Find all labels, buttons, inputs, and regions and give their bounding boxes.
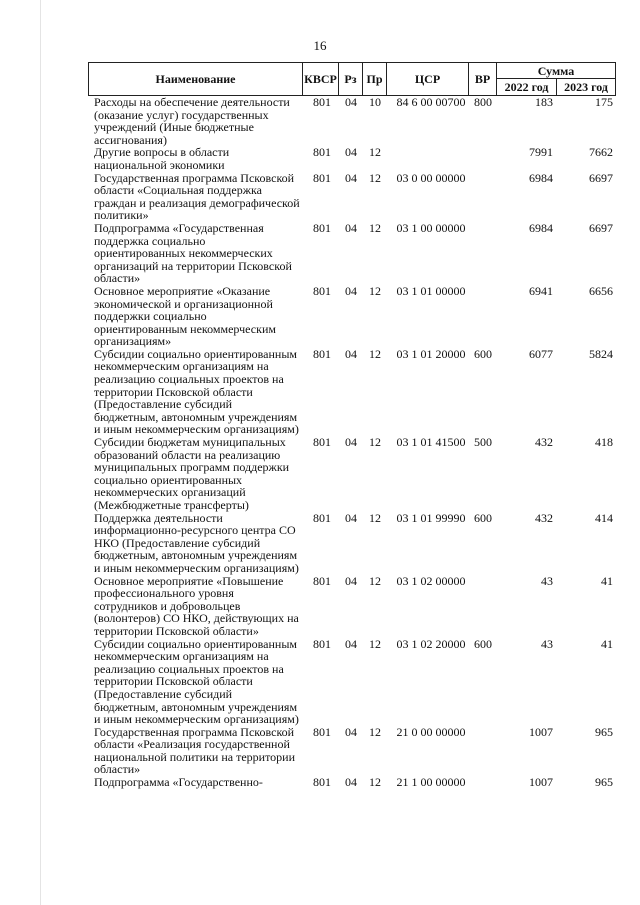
rz-cell: 04 bbox=[345, 145, 357, 160]
table-row bbox=[0, 222, 640, 285]
header-vr: ВР bbox=[469, 63, 497, 95]
table-row bbox=[0, 96, 640, 146]
csr-cell: 03 0 00 00000 bbox=[396, 170, 466, 185]
kvsr-cell: 801 bbox=[313, 724, 331, 739]
kvsr-cell: 801 bbox=[313, 636, 331, 651]
kvsr-cell: 801 bbox=[313, 145, 331, 160]
sum-2022-cell: 432 bbox=[535, 435, 553, 450]
kvsr-cell: 801 bbox=[313, 95, 331, 109]
csr-cell: 21 1 00 00000 bbox=[396, 775, 466, 790]
rz-cell: 04 bbox=[345, 724, 357, 739]
table-row bbox=[0, 776, 640, 789]
vr-cell: 600 bbox=[474, 636, 492, 651]
header-csr: ЦСР bbox=[387, 63, 469, 95]
table-row bbox=[0, 726, 640, 776]
sum-2022-cell: 6077 bbox=[529, 346, 553, 361]
sum-2023-cell: 6697 bbox=[589, 170, 613, 185]
sum-2023-cell: 414 bbox=[595, 510, 613, 525]
rz-cell: 04 bbox=[345, 170, 357, 185]
sum-2023-cell: 41 bbox=[601, 636, 613, 651]
row-name: Другие вопросы в области национальной экономики bbox=[94, 145, 230, 172]
row-name: Субсидии социально ориентированным некоммерческим организациям на реализацию социальных проектов на территории Псковской области (Предоставление субсидий бюджетным, автономным учреждениям и иным некоммерческим организациям) bbox=[94, 636, 299, 727]
kvsr-cell: 801 bbox=[313, 283, 331, 298]
csr-cell: 03 1 02 20000 bbox=[396, 636, 466, 651]
vr-cell: 800 bbox=[474, 95, 492, 109]
kvsr-cell: 801 bbox=[313, 170, 331, 185]
rz-cell: 04 bbox=[345, 283, 357, 298]
header-year-2022: 2022 год bbox=[497, 79, 557, 95]
rz-cell: 04 bbox=[345, 636, 357, 651]
row-name: Государственная программа Псковской области «Социальная поддержка граждан и реализация демографической политики» bbox=[94, 170, 300, 223]
row-name: Подпрограмма «Государственная поддержка социально ориентированных некоммерческих организаций на территории Псковской области» bbox=[94, 220, 292, 286]
row-name: Расходы на обеспечение деятельности (оказание услуг) государственных учреждений (Иные бюджетные ассигнования) bbox=[94, 95, 290, 147]
sum-2023-cell: 965 bbox=[595, 724, 613, 739]
csr-cell: 03 1 01 00000 bbox=[396, 283, 466, 298]
rz-cell: 04 bbox=[345, 95, 357, 109]
header-name: Наименование bbox=[89, 63, 303, 95]
row-name: Субсидии социально ориентированным некоммерческим организациям на реализацию социальных проектов на территории Псковской области (Предоставление субсидий бюджетным, автономным учреждениям и иным некоммерческим организациям) bbox=[94, 346, 299, 437]
sum-2023-cell: 6697 bbox=[589, 220, 613, 235]
sum-2023-cell: 965 bbox=[595, 775, 613, 790]
table-row bbox=[0, 146, 640, 171]
header-rz: Рз bbox=[339, 63, 363, 95]
sum-2022-cell: 6984 bbox=[529, 170, 553, 185]
kvsr-cell: 801 bbox=[313, 346, 331, 361]
pr-cell: 12 bbox=[369, 510, 381, 525]
row-name: Подпрограмма «Государственно- bbox=[94, 775, 263, 790]
csr-cell: 03 1 02 00000 bbox=[396, 573, 466, 588]
pr-cell: 12 bbox=[369, 283, 381, 298]
sum-2023-cell: 175 bbox=[595, 95, 613, 109]
rz-cell: 04 bbox=[345, 775, 357, 790]
kvsr-cell: 801 bbox=[313, 510, 331, 525]
sum-2022-cell: 6984 bbox=[529, 220, 553, 235]
csr-cell: 21 0 00 00000 bbox=[396, 724, 466, 739]
kvsr-cell: 801 bbox=[313, 435, 331, 450]
pr-cell: 12 bbox=[369, 346, 381, 361]
table-row bbox=[0, 285, 640, 348]
rz-cell: 04 bbox=[345, 346, 357, 361]
sum-2023-cell: 6656 bbox=[589, 283, 613, 298]
pr-cell: 12 bbox=[369, 775, 381, 790]
kvsr-cell: 801 bbox=[313, 573, 331, 588]
rz-cell: 04 bbox=[345, 220, 357, 235]
pr-cell: 12 bbox=[369, 170, 381, 185]
csr-cell: 03 1 01 41500 bbox=[396, 435, 466, 450]
rz-cell: 04 bbox=[345, 435, 357, 450]
rz-cell: 04 bbox=[345, 510, 357, 525]
pr-cell: 12 bbox=[369, 573, 381, 588]
csr-cell: 03 1 01 99990 bbox=[396, 510, 466, 525]
pr-cell: 12 bbox=[369, 435, 381, 450]
sum-2023-cell: 7662 bbox=[589, 145, 613, 160]
header-sum: Сумма bbox=[497, 63, 615, 79]
table-header bbox=[88, 62, 616, 96]
pr-cell: 12 bbox=[369, 724, 381, 739]
csr-cell: 03 1 01 20000 bbox=[396, 346, 466, 361]
pr-cell: 12 bbox=[369, 220, 381, 235]
sum-2022-cell: 1007 bbox=[529, 775, 553, 790]
row-name: Субсидии бюджетам муниципальных образований области на реализацию муниципальных программ поддержки социально ориентированных некоммерческих организаций (Межбюджетные трансферты) bbox=[94, 435, 290, 512]
table-row bbox=[0, 348, 640, 436]
page-number: 16 bbox=[313, 38, 327, 53]
sum-2022-cell: 6941 bbox=[529, 283, 553, 298]
row-name: Государственная программа Псковской области «Реализация государственной национальной политики на территории области» bbox=[94, 724, 296, 777]
rz-cell: 04 bbox=[345, 573, 357, 588]
header-sum-group bbox=[497, 63, 615, 95]
sum-2023-cell: 418 bbox=[595, 435, 613, 450]
kvsr-cell: 801 bbox=[313, 775, 331, 790]
vr-cell: 500 bbox=[474, 435, 492, 450]
row-name: Основное мероприятие «Повышение профессионального уровня сотрудников и добровольцев (волонтеров) СО НКО, действующих на территории Псковской области» bbox=[94, 573, 299, 638]
table-body bbox=[0, 96, 640, 789]
sum-2023-cell: 41 bbox=[601, 573, 613, 588]
header-year-2023: 2023 год bbox=[564, 80, 608, 94]
table-row bbox=[0, 512, 640, 575]
row-name: Поддержка деятельности информационно-ресурсного центра СО НКО (Предоставление субсидий бюджетным, автономным учреждениям и иным некоммерческим организациям) bbox=[94, 510, 299, 575]
sum-2022-cell: 7991 bbox=[529, 145, 553, 160]
csr-cell: 84 6 00 00700 bbox=[396, 95, 466, 109]
sum-2022-cell: 43 bbox=[541, 636, 553, 651]
row-name: Основное мероприятие «Оказание экономической и организационной поддержки социально ориентированным некоммерческим организациям» bbox=[94, 283, 276, 349]
pr-cell: 10 bbox=[369, 95, 381, 109]
table-row bbox=[0, 638, 640, 726]
csr-cell: 03 1 00 00000 bbox=[396, 220, 466, 235]
pr-cell: 12 bbox=[369, 145, 381, 160]
header-pr: Пр bbox=[363, 63, 387, 95]
table-row bbox=[0, 172, 640, 222]
vr-cell: 600 bbox=[474, 510, 492, 525]
table-row bbox=[0, 575, 640, 638]
table-row bbox=[0, 436, 640, 512]
pr-cell: 12 bbox=[369, 636, 381, 651]
sum-2022-cell: 43 bbox=[541, 573, 553, 588]
header-kvsr: КВСР bbox=[303, 63, 339, 95]
sum-2022-cell: 432 bbox=[535, 510, 553, 525]
sum-2023-cell: 5824 bbox=[589, 346, 613, 361]
sum-2022-cell: 1007 bbox=[529, 724, 553, 739]
kvsr-cell: 801 bbox=[313, 220, 331, 235]
vr-cell: 600 bbox=[474, 346, 492, 361]
sum-2022-cell: 183 bbox=[535, 95, 553, 109]
